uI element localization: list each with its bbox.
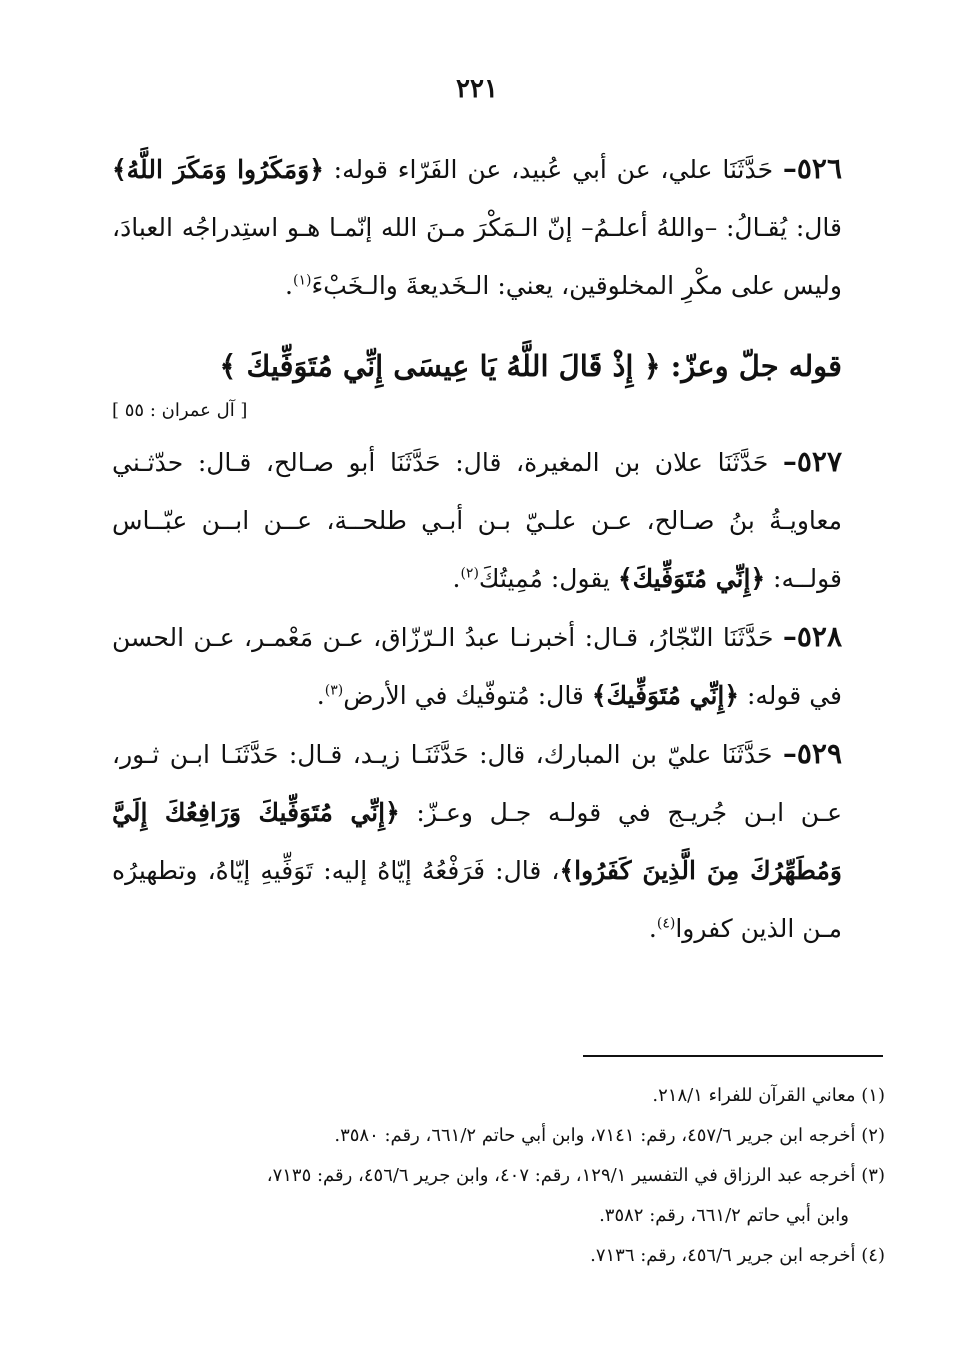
hadith-number: ٥٢٨– (782, 620, 842, 653)
footnote-3-continued: وابن أبي حاتم ٦٦١/٢، رقم: ٣٥٨٢. (599, 1205, 849, 1226)
verse-source (112, 395, 842, 427)
punctuation: . (285, 271, 293, 300)
hadith-text: قال: يُقـالُ: –واللهُ أعلـمُ– إنّ الـمَكْرَ مـنَ الله إنّمـا هـو استِدراجُه العبادَ، وليس على مكْرِ المخلوقين، يعني: الـخَديعةَ والـخَبْءَ (112, 213, 842, 300)
main-text (112, 140, 842, 958)
hadith-text: حَدَّثَنَا عليّ بن المبارك، قال: حَدَّثَنَـا زيـد، قـال: حَدَّثَنَـا ابـن ثـور، عـن ابـن جُريـج في قولـه جـل وعـزّ: (112, 740, 842, 827)
footnote-ref[interactable]: (١) (292, 272, 312, 289)
page-number: ٢٢١ (456, 74, 498, 104)
hadith-text: حَدَّثَنَا النّجّارُ، قـال: أخبرنـا عبدُ الـرّزّاق، عـن مَعْمـر، عـن الحسن في قوله: (112, 623, 842, 710)
section-heading (112, 337, 842, 395)
heading-intro: قوله جلّ وعزّ: (660, 349, 842, 383)
quran-quote: ﴿وَمَكَرُوا وَمَكَرَ اللَّهُ﴾ (112, 155, 324, 184)
quran-quote: ﴿إِنِّي مُتَوَفِّيكَ وَرَافِعُكَ إِلَيَّ وَمُطَهِّرُكَ مِنَ الَّذِينَ كَفَرُوا﴾ (112, 798, 842, 885)
hadith-text: يقول: مُمِيتُكَ (478, 564, 618, 593)
footnote-1: (١) معاني القرآن للفراء ٢١٨/١. (652, 1085, 885, 1106)
hadith-529 (112, 725, 842, 958)
hadith-text: قال: مُتوفّيك في الأرض (343, 681, 592, 710)
verse-source-text: [ آل عمران : ٥٥ ] (112, 400, 248, 421)
punctuation: . (648, 914, 657, 943)
hadith-527 (112, 433, 842, 608)
heading-quran: ﴿ إِذْ قَالَ اللَّهُ يَا عِيسَى إِنِّي مُتَوَفِّيكَ ﴾ (219, 349, 661, 383)
footnote-2: (٢) أخرجه ابن جرير ٤٥٧/٦، رقم: ٧١٤١، وابن أبي حاتم ٦٦١/٢، رقم: ٣٥٨٠. (334, 1125, 885, 1146)
hadith-number: ٥٢٩– (782, 737, 842, 770)
footnote-ref[interactable]: (٤) (656, 915, 676, 932)
hadith-text: حَدَّثَنَا علي، عن أبي عُبيد، عن الفَرّاء قوله: (323, 155, 783, 184)
hadith-number: ٥٢٧– (782, 445, 842, 478)
quran-quote: ﴿إِنِّي مُتَوَفِّيكَ﴾ (617, 564, 766, 593)
hadith-528 (112, 608, 842, 725)
footnote-4: (٤) أخرجه ابن جرير ٤٥٦/٦، رقم: ٧١٣٦. (590, 1245, 885, 1266)
punctuation: . (316, 681, 325, 710)
footnotes (95, 1076, 885, 1276)
hadith-526 (112, 140, 842, 315)
footnote-ref[interactable]: (٢) (460, 565, 479, 582)
punctuation: . (452, 564, 461, 593)
footnote-ref[interactable]: (٣) (324, 682, 344, 699)
footnote-3: (٣) أخرجه عبد الرزاق في التفسير ١٢٩/١، رقم: ٤٠٧، وابن جرير ٤٥٦/٦، رقم: ٧١٣٥، (266, 1165, 885, 1186)
quran-quote: ﴿إِنِّي مُتَوَفِّيكَ﴾ (591, 681, 739, 710)
hadith-text: حَدَّثَنَا علان بن المغيرة، قال: حَدَّثَنَا أبو صـالح، قـال: حدّثـني معاويـةُ بنُ صـالح، عـن علـيّ بـن أبـي طلحــة، عــن ابــن عبّــاس قولــه: (112, 448, 842, 593)
footnote-separator (583, 1055, 883, 1057)
hadith-number: ٥٢٦– (782, 152, 842, 185)
hadith-text: ، قال: فَرَفْعُهُ إيّاهُ إليه: تَوَفِّيهِ إيّاهُ، وتطهيرُه مـن الذين كفروا (112, 856, 842, 943)
